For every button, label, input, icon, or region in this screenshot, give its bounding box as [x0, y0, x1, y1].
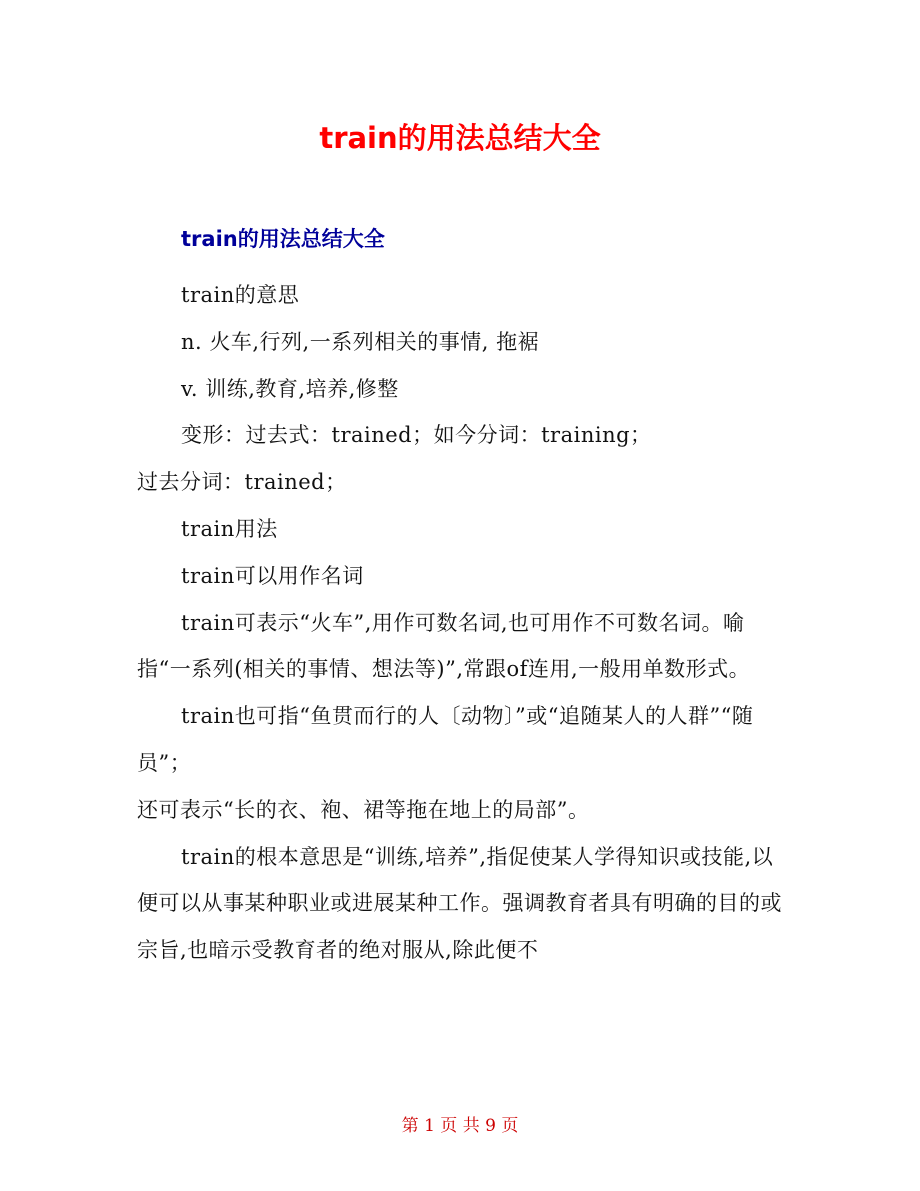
paragraph-usage-heading: train用法 — [181, 516, 278, 541]
page-footer: 第 1 页 共 9 页 — [401, 1116, 519, 1136]
paragraph-noun-meaning: train可表示“火车”,用作可数名词,也可用作不可数名词。喻指“一系列(相关的事情、想法等)”,常跟of连用,一般用单数形式。 — [137, 610, 751, 682]
paragraph-dress-train-meaning: 还可表示“长的衣、袍、裙等拖在地上的局部”。 — [137, 797, 590, 822]
paragraph-noun-usage: train可以用作名词 — [181, 563, 364, 588]
paragraph-noun-definition: n. 火车,行列,一系列相关的事情, 拖裾 — [181, 329, 540, 354]
paragraph-meaning-heading: train的意思 — [181, 283, 300, 307]
document-body — [137, 272, 787, 974]
section-heading: train的用法总结大全 — [181, 227, 385, 251]
paragraph-verb-meaning: train的根本意思是“训练,培养”,指促使某人学得知识或技能,以便可以从事某种职业或进展某种工作。强调教育者具有明确的目的或宗旨,也暗示受教育者的绝对服从,除此便不 — [137, 844, 782, 963]
paragraph-verb-definition: v. 训练,教育,培养,修整 — [181, 376, 399, 401]
paragraph-inflections: 变形：过去式：trained；如今分词：training； — [181, 423, 652, 448]
page-title: train的用法总结大全 — [319, 121, 601, 155]
paragraph-past-participle: 过去分词：trained； — [137, 470, 347, 495]
paragraph-procession-meaning: train也可指“鱼贯而行的人〔动物〕”或“追随某人的人群”“随员”； — [137, 704, 754, 775]
